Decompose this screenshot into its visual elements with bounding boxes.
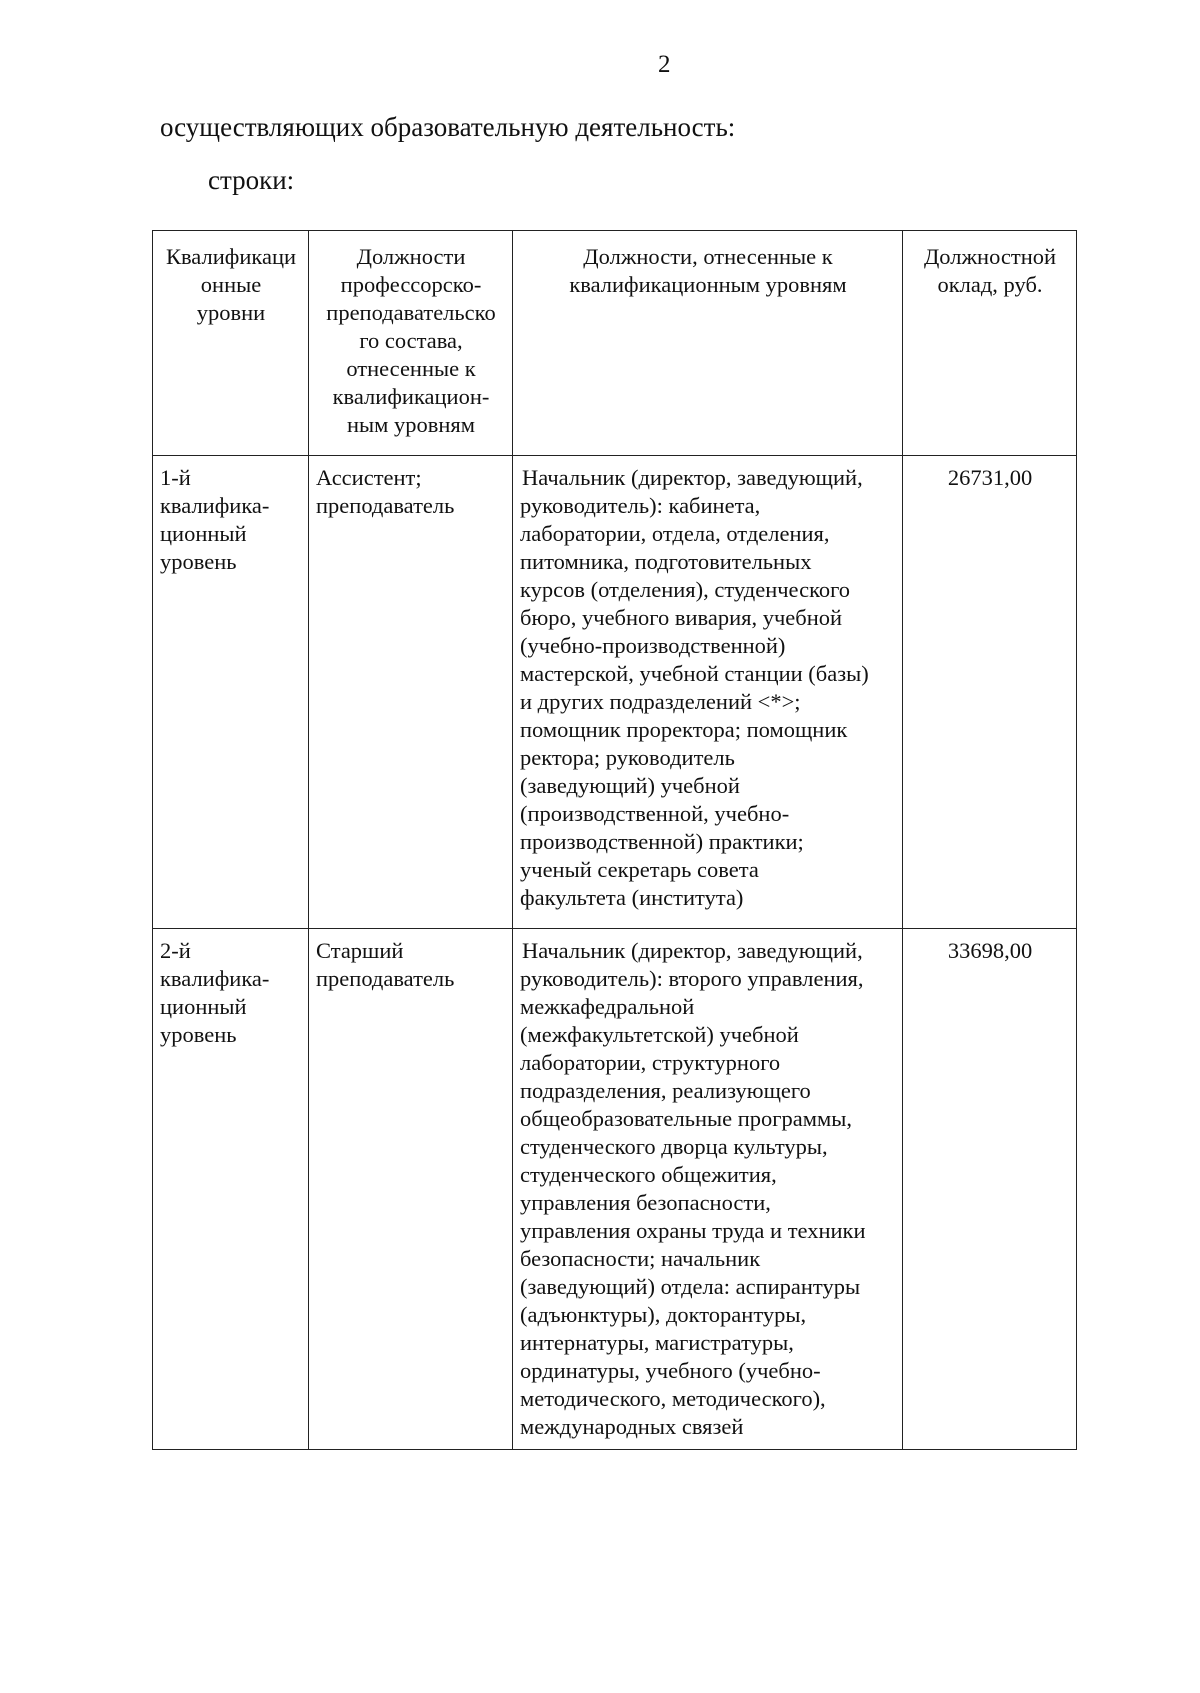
header-salary: Должностной оклад, руб. — [903, 231, 1077, 456]
qualification-levels-table — [152, 230, 1077, 1450]
header-qualification-levels: Квалификаци онные уровни — [153, 231, 309, 456]
intro-text: осуществляющих образовательную деятельность: — [160, 112, 736, 142]
cell-other-positions: Начальник (директор, заведующий, руководитель): второго управления, межкафедральной (межфакультетской) учебной лаборатории, структурного подразделения, реализующего общеобразовательные программы, студенческого дворца культуры, студенческого общежития, управления безопасности, управления охраны труда и техники безопасности; начальник (заведующий) отдела: аспирантуры (адъюнктуры), докторантуры, интернатуры, магистратуры, ординатуры, учебного (учебно- методического, методического), международных связей — [513, 929, 903, 1450]
table-row — [153, 456, 1077, 929]
cell-other-positions: Начальник (директор, заведующий, руководитель): кабинета, лаборатории, отдела, отделения, питомника, подготовительных курсов (отделения), студенческого бюро, учебного вивария, учебной (учебно-производственной) мастерской, учебной станции (базы) и других подразделений <*>; помощник проректора; помощник ректора; руководитель (заведующий) учебной (производственной, учебно- производственной) практики; ученый секретарь совета факультета (института) — [513, 456, 903, 929]
page-number: 2 — [658, 51, 671, 78]
header-other-positions: Должности, отнесенные к квалификационным уровням — [513, 231, 903, 456]
table-header-row — [153, 231, 1077, 456]
cell-teaching-positions: Старший преподаватель — [309, 929, 513, 1450]
rows-label: строки: — [208, 165, 295, 195]
cell-teaching-positions: Ассистент; преподаватель — [309, 456, 513, 929]
cell-salary: 26731,00 — [903, 456, 1077, 929]
header-teaching-positions: Должности профессорско- преподавательско го состава, отнесенные к квалификацион- ным уровням — [309, 231, 513, 456]
cell-salary: 33698,00 — [903, 929, 1077, 1450]
cell-qualification-level: 2-й квалифика- ционный уровень — [153, 929, 309, 1450]
table-row — [153, 929, 1077, 1450]
cell-qualification-level: 1-й квалифика- ционный уровень — [153, 456, 309, 929]
